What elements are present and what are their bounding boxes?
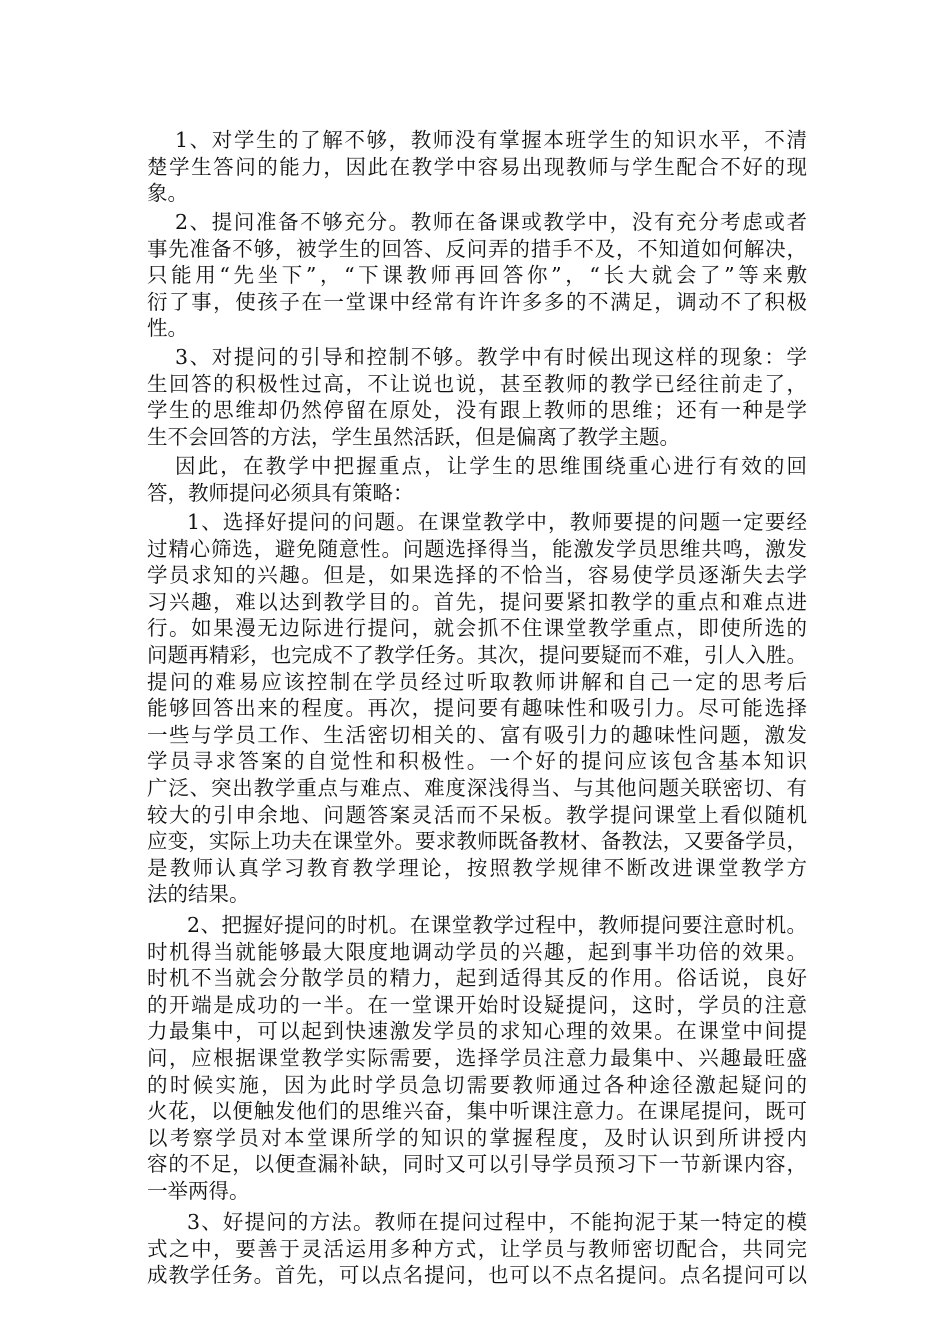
text-line: 2、提问准备不够充分。教师在备课或教学中，没有充分考虑或者 [175,210,807,234]
text-line: 1、对学生的了解不够，教师没有掌握本班学生的知识水平，不清 [175,128,807,152]
paragraph-1 [147,127,807,207]
text-line: 3、好提问的方法。教师在提问过程中，不能拘泥于某一特定的模 [187,1210,807,1234]
text-line: 学员求知的兴趣。但是，如果选择的不恰当，容易使学员逐渐失去学 [147,563,807,588]
text-line: 生不会回答的方法，学生虽然活跃，但是偏离了教学主题。 [147,424,680,449]
text-line: 火花，以便触发他们的思维兴奋，集中听课注意力。在课尾提问，既可 [147,1099,807,1124]
text-line: 的时候实施，因为此时学员急切需要教师通过各种途径激起疑问的 [147,1072,807,1097]
text-line: 学生的思维却仍然停留在原处，没有跟上教师的思维；还有一种是学 [147,398,807,422]
text-line: 应变，实际上功夫在课堂外。要求教师既备教材、备教法，又要备学员， [147,829,807,854]
text-line: 是教师认真学习教育教学理论，按照教学规律不断改进课堂教学方 [147,855,807,880]
paragraph-4 [147,453,807,506]
text-line: 答，教师提问必须具有策略： [147,480,414,505]
text-line: 过精心筛选，避免随意性。问题选择得当，能激发学员思维共鸣，激发 [147,536,807,561]
text-line: 能够回答出来的程度。再次，提问要有趣味性和吸引力。尽可能选择 [147,696,807,721]
text-line: 法的结果。 [147,882,250,907]
text-line: 的开端是成功的一半。在一堂课开始时设疑提问，这时，学员的注意 [147,992,807,1017]
text-line: 习兴趣，难以达到教学目的。首先，提问要紧扣教学的重点和难点进 [147,589,807,614]
text-line: 2、把握好提问的时机。在课堂教学过程中，教师提问要注意时机。 [187,913,807,937]
text-line: 问，应根据课堂教学实际需要，选择学员注意力最集中、兴趣最旺盛 [147,1045,807,1070]
text-line: 因此，在教学中把握重点，让学生的思维围绕重心进行有效的回 [175,454,807,478]
paragraph-7 [147,1209,807,1289]
text-line: 以考察学员对本堂课所学的知识的掌握程度，及时认识到所讲授内 [147,1125,807,1150]
text-line: 事先准备不够，被学生的回答、反问弄的措手不及，不知道如何解决， [147,236,807,261]
text-line: 只能用“先坐下”，“下课教师再回答你”，“长大就会了”等来敷 [147,263,807,287]
text-line: 衍了事，使孩子在一堂课中经常有许许多多的不满足，调动不了积极 [147,289,807,314]
text-line: 力最集中，可以起到快速激发学员的求知心理的效果。在课堂中间提 [147,1019,807,1044]
text-line: 行。如果漫无边际进行提问，就会抓不住课堂教学重点，即使所选的 [147,616,807,641]
text-line: 一些与学员工作、生活密切相关的、富有吸引力的趣味性问题，激发 [147,722,807,747]
text-line: 时机不当就会分散学员的精力，起到适得其反的作用。俗话说，良好 [147,966,807,991]
text-line: 生回答的积极性过高，不让说也说，甚至教师的教学已经往前走了， [147,371,807,396]
text-line: 提问的难易应该控制在学员经过听取教师讲解和自己一定的思考后 [147,669,807,694]
text-line: 容的不足，以便查漏补缺，同时又可以引导学员预习下一节新课内容， [147,1152,807,1177]
paragraph-5 [147,509,807,908]
paragraph-3 [147,344,807,450]
text-line: 学员寻求答案的自觉性和积极性。一个好的提问应该包含基本知识 [147,749,807,774]
paragraph-6 [147,912,807,1205]
text-line: 一举两得。 [147,1178,250,1203]
text-line: 象。 [147,181,188,205]
text-line: 1、选择好提问的问题。在课堂教学中，教师要提的问题一定要经 [187,510,807,534]
text-line: 式之中，要善于灵活运用多种方式，让学员与教师密切配合，共同完 [147,1236,807,1261]
text-line: 楚学生答问的能力，因此在教学中容易出现教师与学生配合不好的现 [147,154,807,179]
text-line: 成教学任务。首先，可以点名提问，也可以不点名提问。点名提问可以 [147,1263,807,1288]
text-line: 时机得当就能够最大限度地调动学员的兴趣，起到事半功倍的效果。 [147,939,807,964]
text-line: 问题再精彩，也完成不了教学任务。其次，提问要疑而不难，引人入胜。 [147,642,807,667]
text-line: 较大的引申余地、问题答案灵活而不呆板。教学提问课堂上看似随机 [147,802,807,827]
paragraph-2 [147,209,807,342]
text-line: 广泛、突出教学重点与难点、难度深浅得当、与其他问题关联密切、有 [147,775,807,800]
text-line: 性。 [147,316,188,340]
text-line: 3、对提问的引导和控制不够。教学中有时候出现这样的现象：学 [175,345,807,369]
